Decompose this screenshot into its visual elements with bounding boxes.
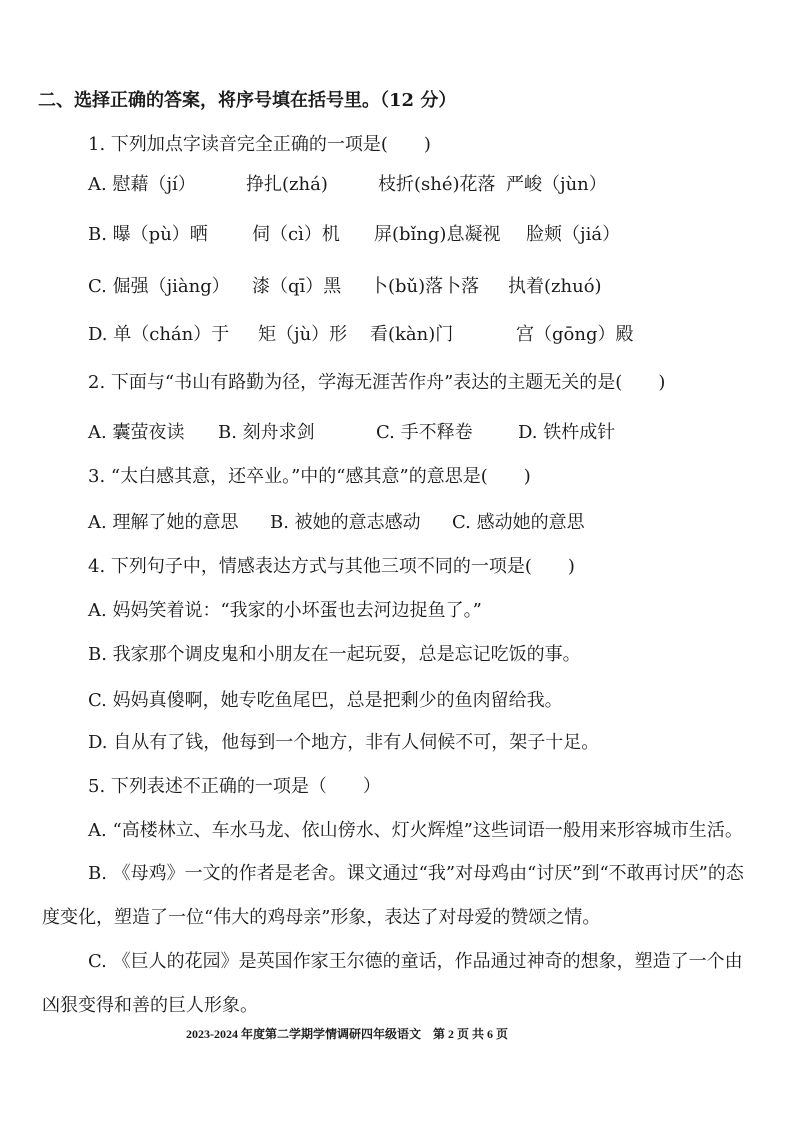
q3-option-b: B. 被她的意志感动 (270, 512, 421, 533)
q1-b-term-2: 伺（cì）机 (252, 224, 340, 245)
q5-option-c: C. 《巨人的花园》是英国作家王尔德的童话，作品通过神奇的想象，塑造了一个由凶狠变得和善的巨人形象。 (42, 951, 743, 1016)
q1-a-term-3: 枝折(shé)花落 (378, 174, 496, 195)
q1-b-term-4: 脸颊（jiá） (526, 224, 621, 245)
question-5-stem: 5. 下列表述不正确的一项是（ ） (88, 776, 381, 797)
section-title: 二、选择正确的答案，将序号填在括号里。（12 分） (38, 90, 457, 111)
question-4-stem: 4. 下列句子中，情感表达方式与其他三项不同的一项是( ) (88, 556, 575, 577)
q3-option-c: C. 感动她的意思 (452, 512, 585, 533)
q1-c-term-3: 卜(bǔ)落卜落 (370, 276, 480, 297)
q2-option-a: A. 囊萤夜读 (88, 422, 185, 443)
q1-c-term-2: 漆（qī）黑 (252, 276, 342, 297)
q1-a-term-1: A. 慰藉（jí） (88, 174, 196, 195)
q5-option-a: A. “高楼林立、车水马龙、依山傍水、灯火辉煌”这些词语一般用来形容城市生活。 (88, 820, 743, 841)
q1-a-term-4: 严峻（jùn） (506, 174, 607, 195)
q3-option-a: A. 理解了她的意思 (88, 512, 239, 533)
q4-option-c: C. 妈妈真傻啊，她专吃鱼尾巴，总是把剩少的鱼肉留给我。 (88, 690, 563, 711)
q1-d-term-3: 看(kàn)门 (370, 324, 454, 345)
q1-c-term-1: C. 倔强（jiàng） (88, 276, 230, 297)
q1-d-term-2: 矩（jù）形 (258, 324, 348, 345)
q1-option-a-row (88, 172, 768, 198)
q5-option-b: B. 《母鸡》一文的作者是老舍。课文通过“我”对母鸡由“讨厌”到“不敢再讨厌”的态度变化，塑造了一位“伟大的鸡母亲”形象，表达了对母爱的赞颂之情。 (42, 863, 744, 928)
q1-b-term-1: B. 曝（pù）晒 (88, 224, 208, 245)
q4-option-d: D. 自从有了钱，他每到一个地方，非有人伺候不可，架子十足。 (88, 732, 600, 753)
q2-options-row (88, 420, 768, 446)
q2-option-c: C. 手不释卷 (376, 422, 473, 443)
q1-option-c-row (88, 274, 768, 300)
q2-option-b: B. 刻舟求剑 (218, 422, 315, 443)
q4-option-a: A. 妈妈笑着说：“我家的小坏蛋也去河边捉鱼了。” (88, 600, 482, 621)
q1-d-term-1: D. 单（chán）于 (88, 324, 230, 345)
q1-option-d-row (88, 322, 768, 348)
q3-options-row (88, 510, 768, 536)
question-2-stem: 2. 下面与“书山有路勤为径，学海无涯苦作舟”表达的主题无关的是( ) (88, 372, 666, 393)
page-footer: 2023-2024 年度第二学期学情调研四年级语文 第 2 页 共 6 页 (186, 1027, 508, 1041)
q1-c-term-4: 执着(zhuó) (508, 276, 602, 297)
q1-b-term-3: 屏(bǐng)息凝视 (374, 224, 501, 245)
q2-option-d: D. 铁杵成针 (518, 422, 616, 443)
question-1-stem: 1. 下列加点字读音完全正确的一项是( ) (88, 134, 431, 155)
question-3-stem: 3. “太白感其意，还卒业。”中的“感其意”的意思是( ) (88, 466, 531, 487)
q1-option-b-row (88, 222, 768, 248)
q1-d-term-4: 宫（gōng）殿 (516, 324, 634, 345)
q4-option-b: B. 我家那个调皮鬼和小朋友在一起玩耍，总是忘记吃饭的事。 (88, 644, 581, 665)
q1-a-term-2: 挣扎(zhá) (246, 174, 328, 195)
